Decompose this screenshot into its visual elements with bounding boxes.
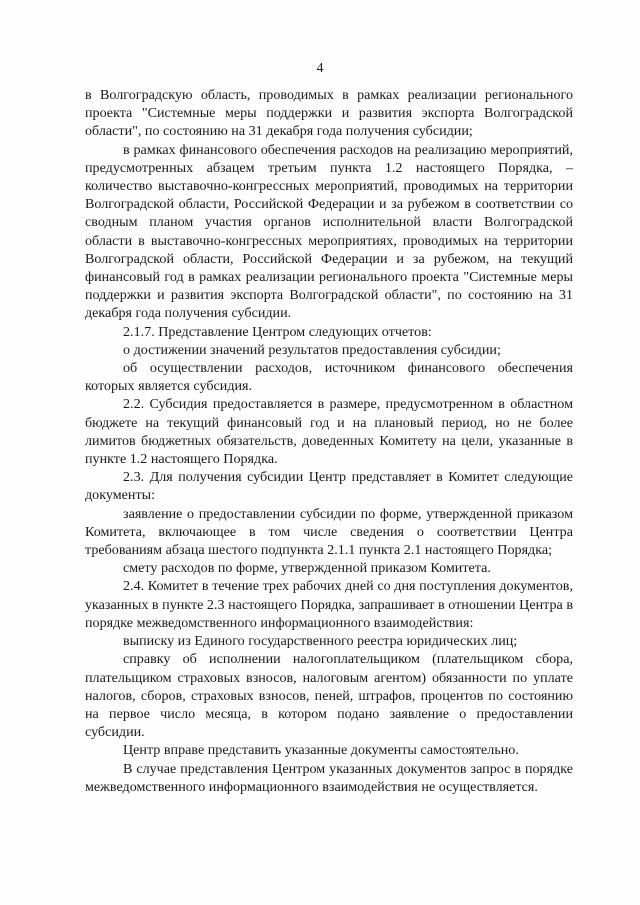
paragraph-report-results: о достижении значений результатов предоставления субсидии; [123,341,501,358]
paragraph-request-not-made: В случае представления Центром указанных документов запрос в порядке межведомственного информационного взаимодействия не осуществляется. [85,760,573,795]
paragraph-2-4-interagency-request: 2.4. Комитет в течение трех рабочих дней со дня поступления документов, указанных в пункте 2.3 настоящего Порядка, запрашивает в отношении Центра в порядке межведомственного информационного взаимодействия: [85,578,573,631]
page-number: 4 [316,61,324,76]
paragraph-2-2-subsidy-amount: 2.2. Субсидия предоставляется в размере, предусмотренном в областном бюджете на текущий финансовый год и на плановый период, но не более лимитов бюджетных обязательств, доведенных Комитету на цели, указанные в пункте 1.2 настоящего Порядка. [85,396,573,468]
paragraph-tax-certificate: справку об исполнении налогоплательщиком (плательщиком сбора, плательщиком страховых взносов, налоговым агентом) обязанности по уплате налогов, сборов, страховых взносов, пеней, штрафов, процентов по состоянию на первое число месяца, в котором подано заявление о предоставлении субсидии. [85,651,573,741]
paragraph-report-expenses: об осуществлении расходов, источником финансового обеспечения которых является субсидия. [85,360,573,395]
paragraph-self-submission: Центр вправе представить указанные документы самостоятельно. [123,742,519,759]
document-body [85,86,573,796]
paragraph-registry-extract: выписку из Единого государственного реестра юридических лиц; [123,633,518,650]
paragraph-application: заявление о предоставлении субсидии по форме, утвержденной приказом Комитета, включающее в том числе сведения о соответствии Центра требованиям абзаца шестого подпункта 2.1.1 пункта 2.1 настоящего Порядка; [85,505,573,559]
paragraph-exhibition-events: в рамках финансового обеспечения расходов на реализацию мероприятий, предусмотренных абзацем третьим пункта 1.2 настоящего Порядка, – количество выставочно-конгрессных мероприятий, проводимых на территории Волгоградской области, Российской Федерации и за рубежом в соответствии со сводным планом участия органов исполнительной власти Волгоградской области в выставочно-конгрессных мероприятиях, проводимых на территории Волгоградской области, Российской Федерации и за рубежом, на текущий финансовый год в рамках реализации регионального проекта "Системные меры поддержки и развития экспорта Волгоградской области", по состоянию на 31 декабря года получения субсидии. [85,141,573,322]
paragraph-2-3-documents: 2.3. Для получения субсидии Центр представляет в Комитет следующие документы: [85,469,573,504]
paragraph-expense-estimate: смету расходов по форме, утвержденной приказом Комитета. [123,560,491,577]
paragraph-2-1-7-reports: 2.1.7. Представление Центром следующих отчетов: [123,323,432,340]
paragraph-region-delivery: в Волгоградскую область, проводимых в рамках реализации регионального проекта "Системные меры поддержки и развития экспорта Волгоградской области", по состоянию на 31 декабря года получения субсидии; [85,87,573,140]
